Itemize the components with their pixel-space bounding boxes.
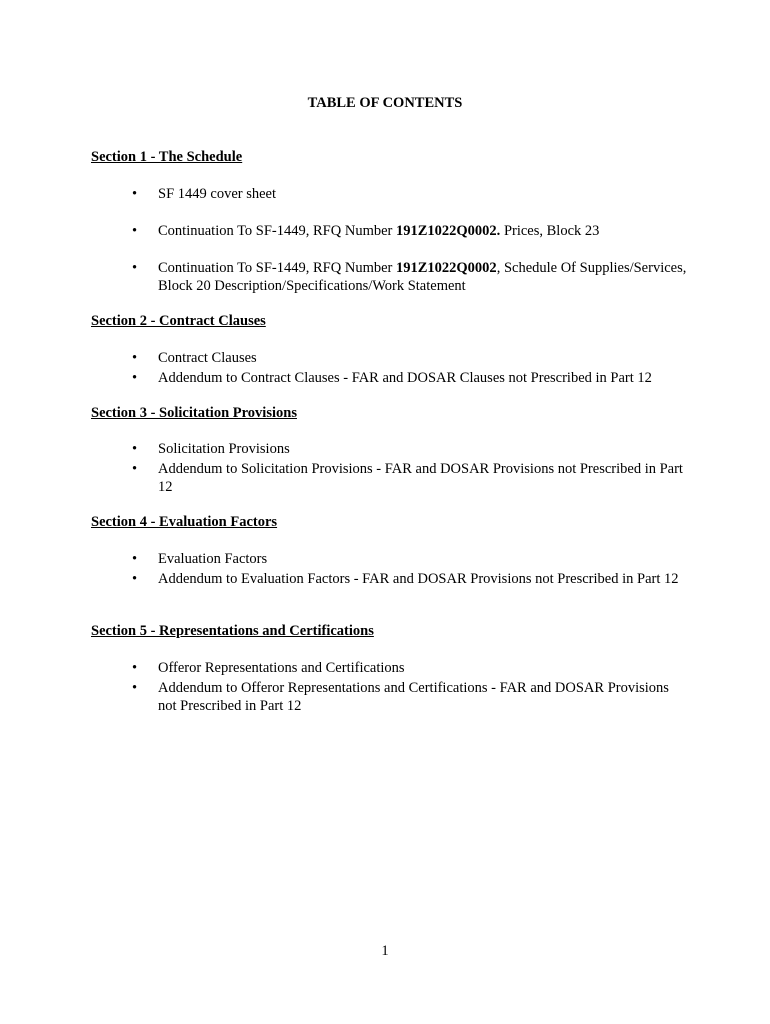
list-item [0,550,688,568]
list-item [0,349,688,367]
list-item [0,679,688,715]
section-3-list [0,440,770,496]
list-item [0,659,688,677]
section-2-list [0,349,770,387]
list-item [0,440,688,458]
toc-title: TABLE OF CONTENTS [307,95,463,111]
section-4-list [0,550,770,588]
list-item-text: Contract Clauses [158,350,257,366]
section-5-list [0,659,770,715]
list-item-text: Addendum to Evaluation Factors - FAR and DOSAR Provisions not Prescribed in Part 12 [158,571,679,587]
page-number: 1 [381,943,389,959]
list-item [0,570,688,588]
section-3-heading: Section 3 - Solicitation Provisions [91,405,297,421]
rfq-number: 191Z1022Q0002 [395,260,497,276]
section-1-list [0,185,770,295]
list-item-text: SF 1449 cover sheet [158,186,276,202]
section-1-heading: Section 1 - The Schedule [91,149,243,165]
list-item-text: Offeror Representations and Certifications [158,660,405,676]
list-item-text: Addendum to Offeror Representations and Certifications - FAR and DOSAR Provisions not Prescribed in Part 12 [158,680,669,714]
list-item-text: Solicitation Provisions [158,441,290,457]
list-item-text: , Schedule Of Supplies/Services, Block 20 Description/Specifications/Work Statement [158,260,687,294]
rfq-number: 191Z1022Q0002. [395,223,501,239]
list-item-text: Addendum to Contract Clauses - FAR and DOSAR Clauses not Prescribed in Part 12 [158,370,652,386]
list-item-text: Evaluation Factors [158,551,268,567]
section-2-heading: Section 2 - Contract Clauses [91,313,266,329]
list-item-text: Prices, Block 23 [500,223,600,239]
section-4-heading: Section 4 - Evaluation Factors [91,514,278,530]
list-item [0,460,688,496]
list-item-text: Continuation To SF-1449, RFQ Number [158,260,396,276]
section-5-heading: Section 5 - Representations and Certifications [91,623,374,639]
list-item-text: Continuation To SF-1449, RFQ Number [158,223,396,239]
list-item [0,185,688,203]
list-item [0,259,688,295]
list-item [0,222,688,240]
list-item [0,369,688,387]
list-item-text: Addendum to Solicitation Provisions - FAR and DOSAR Provisions not Prescribed in Part 12 [158,461,683,495]
